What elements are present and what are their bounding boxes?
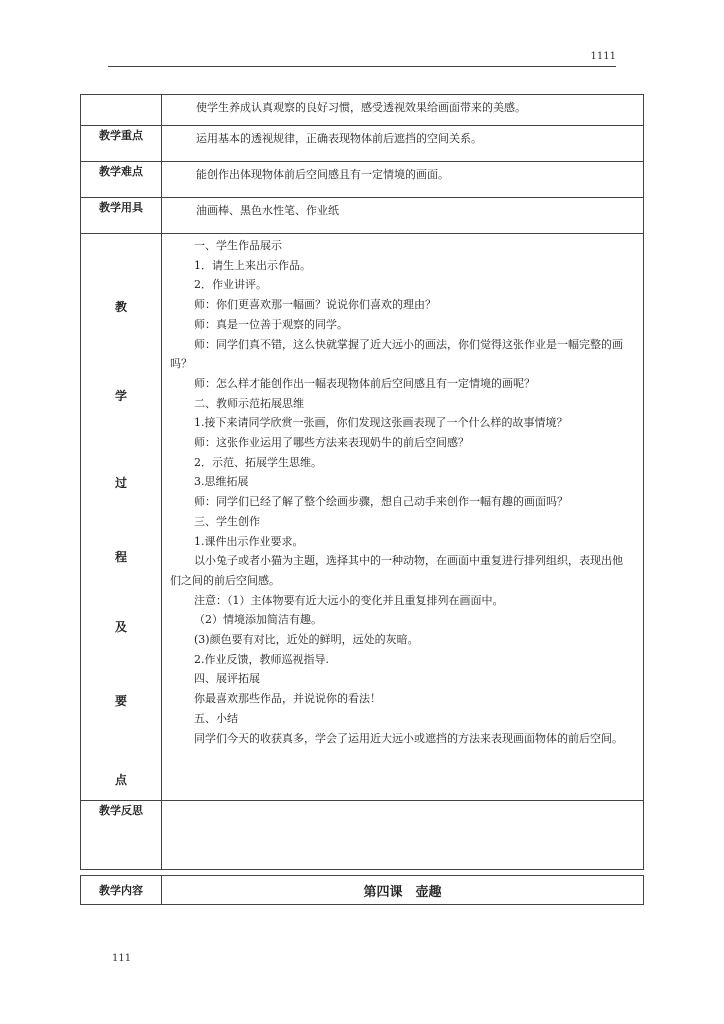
process-line: 2．作业讲评。 [194, 278, 267, 292]
objective-row [81, 95, 644, 126]
objective-text: 使学生养成认真观察的良好习惯，感受透视效果给画面带来的美感。 [162, 95, 644, 126]
process-line: 同学们今天的收获真多，学会了运用近大远小或遮挡的方法来表现画面物体的前后空间。 [194, 731, 623, 745]
process-label-char: 要 [114, 694, 127, 708]
process-line: 师：同学们真不错，这么快就掌握了近大远小的画法，你们觉得这张作业是一幅完整的画吗？ [170, 337, 623, 371]
process-line: 以小兔子或者小猫为主题，选择其中的一种动物，在画面中重复进行排列组织，表现出他们之间的前后空间感。 [170, 554, 623, 587]
process-line: 四、展评拓展 [194, 672, 260, 686]
next-lesson-title: 第四课 壶趣 [162, 876, 644, 905]
process-line: 1.课件出示作业要求。 [194, 534, 304, 548]
page-header-number: 1111 [590, 51, 616, 62]
reflection-label: 教学反思 [81, 801, 162, 870]
process-label-char: 及 [114, 620, 127, 634]
lesson-plan-table [80, 94, 644, 870]
process-line: 1．请生上来出示作品。 [194, 258, 311, 272]
process-line: （2）情境添加简洁有趣。 [194, 613, 322, 627]
difficulty-label: 教学难点 [81, 162, 162, 198]
process-label-char: 点 [114, 773, 127, 787]
process-line: 二、教师示范拓展思维 [194, 396, 304, 410]
process-line: 1.接下来请同学欣赏一张画，你们发现这张画表现了一个什么样的故事情境？ [194, 416, 568, 430]
next-lesson-label: 教学内容 [81, 876, 162, 905]
objective-label-cell [81, 95, 162, 126]
reflection-row [81, 801, 644, 870]
process-line: 师：怎么样才能创作出一幅表现物体前后空间感且有一定情境的画呢？ [194, 376, 535, 390]
process-label-char: 学 [114, 389, 127, 403]
process-line: 3.思维拓展 [194, 475, 249, 489]
difficulty-text: 能创作出体现物体前后空间感且有一定情境的画面。 [162, 162, 644, 198]
tools-label: 教学用具 [81, 198, 162, 234]
process-label-cell [81, 234, 162, 801]
process-line: 师：真是一位善于观察的同学。 [194, 317, 348, 331]
process-line: 一、学生作品展示 [194, 239, 282, 252]
process-row [81, 234, 644, 801]
next-lesson-table [80, 875, 644, 905]
process-line: 2.作业反馈，教师巡视指导. [194, 652, 329, 666]
process-line: 三、学生创作 [194, 514, 260, 528]
key-point-text: 运用基本的透视规律，正确表现物体前后遮挡的空间关系。 [162, 126, 644, 162]
difficulty-row [81, 162, 644, 198]
process-line: (3)颜色要有对比，近处的鲜明，远处的灰暗。 [194, 633, 419, 647]
process-line: 2．示范、拓展学生思维。 [194, 455, 322, 469]
key-point-label: 教学重点 [81, 126, 162, 162]
reflection-text [162, 801, 644, 870]
process-line: 师：这张作业运用了哪些方法来表现奶牛的前后空间感？ [194, 436, 469, 450]
page-footer-number: 111 [112, 953, 132, 964]
tools-row [81, 198, 644, 234]
key-point-row [81, 126, 644, 162]
process-content [162, 234, 644, 801]
process-line: 注意：（1）主体物要有近大远小的变化并且重复排列在画面中。 [194, 593, 504, 607]
header-rule [108, 66, 616, 67]
process-label-char: 教 [114, 300, 127, 314]
process-line: 你最喜欢那些作品，并说说你的看法！ [194, 692, 381, 706]
process-line: 师：同学们已经了解了整个绘画步骤，想自己动手来创作一幅有趣的画面吗？ [194, 495, 568, 509]
next-lesson-row [81, 876, 644, 905]
tools-text: 油画棒、黑色水性笔、作业纸 [162, 198, 644, 234]
process-line: 师：你们更喜欢那一幅画？说说你们喜欢的理由？ [194, 298, 436, 312]
process-line: 五、小结 [194, 711, 238, 725]
process-label-char: 程 [114, 550, 127, 564]
process-label-char: 过 [114, 476, 127, 490]
